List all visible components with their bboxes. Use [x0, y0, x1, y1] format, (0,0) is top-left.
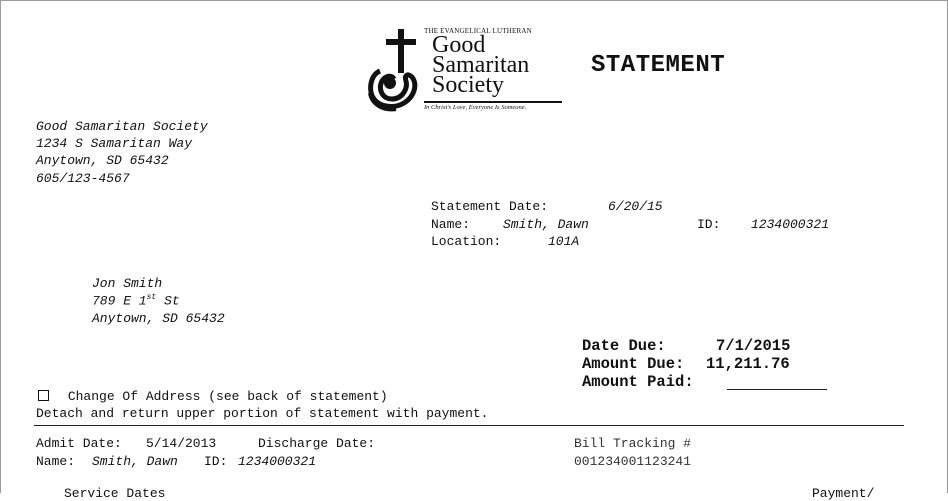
logo-line-good: Good: [432, 32, 486, 58]
detach-note: Detach and return upper portion of statement with payment.: [36, 406, 489, 421]
name-label: Name:: [431, 217, 471, 232]
date-due-label: Date Due:: [582, 337, 666, 355]
recipient-city: Anytown, SD 65432: [92, 311, 225, 326]
recipient-street: 789 E 1st St: [92, 293, 180, 309]
society-logo: [366, 27, 566, 117]
lower-name-label: Name:: [36, 454, 76, 469]
service-dates-header: Service Dates: [64, 486, 166, 501]
admit-date-label: Admit Date:: [36, 436, 122, 451]
sender-city: Anytown, SD 65432: [36, 153, 169, 168]
logo-line-society: Society: [432, 72, 504, 98]
statement-title: STATEMENT: [591, 52, 726, 79]
statement-date-label: Statement Date:: [431, 199, 549, 214]
amount-due-value: 11,211.76: [706, 355, 790, 373]
detach-line: [34, 425, 904, 426]
amount-paid-label: Amount Paid:: [582, 373, 694, 391]
amount-due-label: Amount Due:: [582, 355, 685, 373]
lower-id-label: ID:: [204, 454, 228, 469]
amount-paid-line[interactable]: [727, 389, 827, 390]
location-label: Location:: [431, 234, 502, 249]
location-value: 101A: [548, 234, 580, 249]
discharge-date-label: Discharge Date:: [258, 436, 376, 451]
id-value: 1234000321: [751, 217, 830, 232]
bill-tracking-label: Bill Tracking #: [574, 436, 692, 451]
logo-motto: In Christ's Love, Everyone Is Someone.: [424, 104, 527, 111]
change-address-row: [38, 389, 388, 404]
cross-family-icon: [366, 27, 426, 113]
logo-tagline: THE EVANGELICAL LUTHERAN: [424, 27, 532, 35]
logo-rule: [424, 101, 562, 103]
name-value: Smith, Dawn: [503, 217, 589, 232]
lower-name-value: Smith, Dawn: [92, 454, 178, 469]
statement-date-value: 6/20/15: [608, 199, 663, 214]
id-label: ID:: [697, 217, 721, 232]
change-address-checkbox[interactable]: [38, 390, 49, 401]
sender-name: Good Samaritan Society: [36, 119, 208, 134]
admit-date-value: 5/14/2013: [146, 436, 217, 451]
logo-line-samaritan: Samaritan: [432, 52, 530, 78]
lower-id-value: 1234000321: [238, 454, 317, 469]
change-address-label: Change Of Address (see back of statement): [67, 389, 388, 404]
sender-street: 1234 S Samaritan Way: [36, 136, 193, 151]
date-due-value: 7/1/2015: [716, 337, 791, 355]
bill-tracking-value: 001234001123241: [574, 454, 692, 469]
sender-phone: 605/123-4567: [36, 171, 130, 186]
recipient-name: Jon Smith: [92, 276, 163, 291]
payment-header: Payment/: [812, 486, 875, 501]
